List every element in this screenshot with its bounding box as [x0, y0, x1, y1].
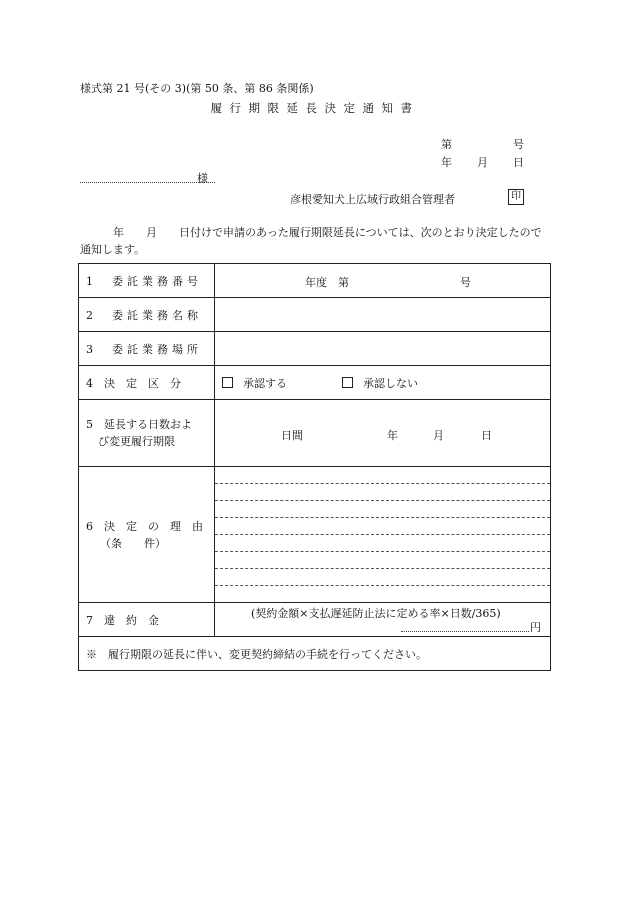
note-row	[79, 637, 551, 671]
penalty-field[interactable]	[215, 603, 551, 637]
extension-label-line1: 5 延長する日数およ	[86, 418, 192, 431]
note-text: ※ 履行期限の延長に伴い、変更契約締結の手続を行ってください。	[86, 647, 427, 661]
reason-line	[215, 517, 550, 534]
document-title: 履行期限延長決定通知書	[210, 101, 420, 115]
issuer-name: 彦根愛知犬上広域行政組合管理者	[290, 193, 455, 206]
table-row	[79, 332, 551, 366]
notice-body-text: 年 月 日付けで申請のあった履行期限延長については、次のとおり決定したので通知します。	[80, 226, 542, 256]
row-label-extension	[79, 400, 215, 467]
reason-label-line2: （条 件）	[100, 536, 166, 550]
penalty-formula: (契約金額×支払遅延防止法に定める率×日数/365)	[251, 607, 501, 620]
new-deadline-day: 日	[481, 429, 492, 442]
document-number-suffix: 号	[513, 138, 524, 151]
reason-line	[215, 500, 550, 517]
reject-checkbox[interactable]	[342, 377, 353, 388]
penalty-label-text: 7 違 約 金	[86, 613, 159, 627]
seal-mark: 印	[508, 189, 524, 205]
contract-number-field[interactable]	[215, 264, 551, 298]
table-row	[79, 603, 551, 637]
reason-line	[215, 585, 550, 602]
document-number-label: 第	[441, 138, 452, 151]
approve-checkbox[interactable]	[222, 377, 233, 388]
reason-line	[215, 483, 550, 500]
form-reference: 様式第 21 号(その 3)(第 50 条、第 86 条関係)	[80, 82, 314, 95]
fiscal-year-label: 年度 第	[305, 276, 349, 289]
table-row	[79, 467, 551, 603]
reason-field[interactable]	[215, 467, 551, 603]
row-label-contract-place: 3 委託業務場所	[79, 332, 215, 366]
table-row	[79, 400, 551, 467]
extension-days-label: 日間	[281, 429, 303, 442]
decision-table	[78, 263, 551, 671]
new-deadline-year: 年	[387, 429, 398, 442]
row-label-contract-number: 1 委託業務番号	[79, 264, 215, 298]
reason-line	[215, 534, 550, 551]
date-month: 月	[477, 156, 488, 169]
table-row	[79, 637, 551, 671]
table-row	[79, 298, 551, 332]
row-label-penalty	[79, 603, 215, 637]
approve-label: 承認する	[243, 376, 287, 390]
addressee-line[interactable]	[80, 181, 215, 183]
date-year: 年	[441, 156, 452, 169]
reason-line	[215, 568, 550, 585]
contract-name-field[interactable]	[215, 298, 551, 332]
contract-place-field[interactable]	[215, 332, 551, 366]
addressee-honorific: 様	[197, 172, 208, 185]
row-label-reason	[79, 467, 215, 603]
table-row	[79, 264, 551, 298]
penalty-amount-line	[401, 620, 529, 632]
yen-unit: 円	[530, 621, 541, 634]
table-row	[79, 366, 551, 400]
new-deadline-month: 月	[433, 429, 444, 442]
row-label-contract-name: 2 委託業務名称	[79, 298, 215, 332]
extension-label-line2: び変更履行期限	[98, 435, 175, 448]
reason-label-line1: 6 決 定 の 理 由	[86, 519, 203, 533]
row-label-decision-type: 4 決 定 区 分	[79, 366, 215, 400]
extension-field[interactable]	[215, 400, 551, 467]
number-suffix: 号	[460, 276, 471, 289]
reason-line	[215, 551, 550, 568]
decision-type-options	[215, 366, 551, 400]
reason-line	[215, 467, 550, 483]
date-day: 日	[513, 156, 524, 169]
reject-label: 承認しない	[363, 376, 418, 390]
